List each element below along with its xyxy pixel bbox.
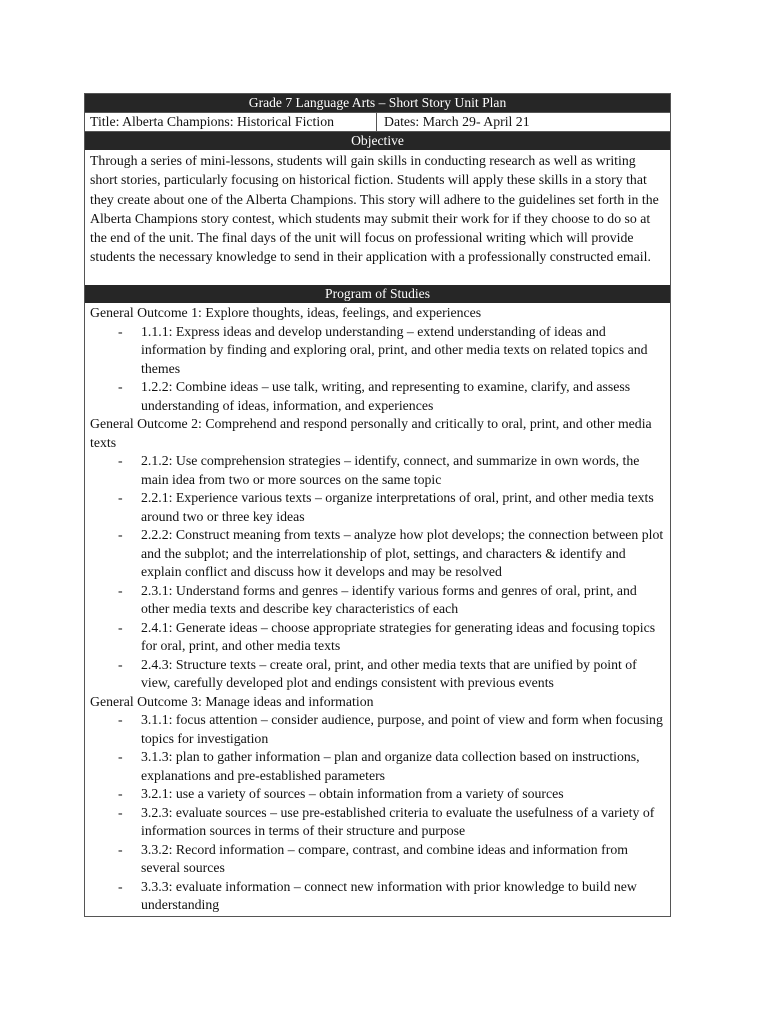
item-text: 3.1.1: focus attention – consider audience, purpose, and point of view and form when focusing topics for investigation xyxy=(141,712,663,746)
plan-heading: Grade 7 Language Arts – Short Story Unit Plan xyxy=(85,94,670,112)
item-text: 1.1.1: Express ideas and develop understanding – extend understanding of ideas and information by finding and exploring oral, print, and other media texts on related topics and themes xyxy=(141,323,648,376)
dash-marker: - xyxy=(118,379,123,394)
dash-marker: - xyxy=(118,323,123,339)
outcome-list xyxy=(90,711,664,915)
program-heading: Program of Studies xyxy=(85,285,670,303)
dash-marker: - xyxy=(118,656,123,672)
list-item xyxy=(90,619,664,656)
dash-marker: - xyxy=(118,619,123,635)
outcome-title: General Outcome 2: Comprehend and respond personally and critically to oral, print, and other media texts xyxy=(90,416,652,450)
dash-marker: - xyxy=(118,878,123,894)
item-text: 3.3.3: evaluate information – connect new information with prior knowledge to build new understanding xyxy=(141,878,637,912)
dash-marker: - xyxy=(118,841,123,857)
list-item xyxy=(90,804,664,841)
objective-text: Through a series of mini-lessons, students will gain skills in conducting research as well as writing short stories, particularly focusing on historical fiction. Students will apply these skills in a story that they create about one of the Alberta Champions. This story will adhere to the guidelines set forth in the Alberta Champions story contest, which students may submit their work for if they choose to do so at the end of the unit. The final days of the unit will focus on professional writing which will provide students the necessary knowledge to send in their application with a professionally constructed email. xyxy=(90,153,659,265)
list-item xyxy=(90,785,664,804)
outcome-list xyxy=(90,452,664,693)
title-dates-row xyxy=(85,112,670,132)
item-text: 2.4.1: Generate ideas – choose appropriate strategies for generating ideas and focusing topics for oral, print, and other media texts xyxy=(141,619,656,653)
list-item xyxy=(90,489,664,526)
dash-marker: - xyxy=(118,490,123,505)
plan-title: Title: Alberta Champions: Historical Fiction xyxy=(85,113,377,131)
list-item xyxy=(90,656,664,693)
item-text: 2.1.2: Use comprehension strategies – identify, connect, and summarize in own words, the main idea from two or more sources on the same topic xyxy=(141,453,640,487)
outcome-title: General Outcome 1: Explore thoughts, ideas, feelings, and experiences xyxy=(90,305,482,320)
item-text: 2.4.3: Structure texts – create oral, print, and other media texts that are unified by point of view, carefully developed plot and endings consistent with previous events xyxy=(141,656,637,690)
item-text: 2.2.2: Construct meaning from texts – analyze how plot develops; the connection between plot and the subplot; and the interrelationship of plot, settings, and characters & identify and explain conflict and discuss how it develops and may be resolved xyxy=(141,527,664,579)
item-text: 3.2.3: evaluate sources – use pre-established criteria to evaluate the usefulness of a variety of information sources in terms of their structure and purpose xyxy=(141,804,655,838)
unit-plan-table xyxy=(84,93,671,917)
program-of-studies xyxy=(85,303,670,916)
dash-marker: - xyxy=(118,804,123,820)
list-item xyxy=(90,878,664,915)
outcome-list xyxy=(90,323,664,416)
item-text: 1.2.2: Combine ideas – use talk, writing, and representing to examine, clarify, and assess understanding of ideas, information, and experiences xyxy=(141,379,631,413)
dash-marker: - xyxy=(118,786,123,801)
dash-marker: - xyxy=(118,453,123,468)
list-item xyxy=(90,711,664,748)
item-text: 3.3.2: Record information – compare, contrast, and combine ideas and information from several sources xyxy=(141,841,628,875)
objective-section xyxy=(85,150,670,285)
list-item xyxy=(90,378,664,415)
item-text: 3.2.1: use a variety of sources – obtain information from a variety of sources xyxy=(141,786,564,801)
dash-marker: - xyxy=(118,749,123,764)
list-item xyxy=(90,323,664,379)
list-item xyxy=(90,582,664,619)
list-item xyxy=(90,841,664,878)
list-item xyxy=(90,452,664,489)
item-text: 2.3.1: Understand forms and genres – identify various forms and genres of oral, print, and other media texts and describe key characteristics of each xyxy=(141,582,637,616)
item-text: 3.1.3: plan to gather information – plan and organize data collection based on instructions, explanations and pre-established parameters xyxy=(141,749,640,783)
plan-dates: Dates: March 29- April 21 xyxy=(384,114,530,129)
dash-marker: - xyxy=(118,712,123,727)
list-item xyxy=(90,526,664,582)
item-text: 2.2.1: Experience various texts – organize interpretations of oral, print, and other media texts around two or three key ideas xyxy=(141,490,654,524)
dash-marker: - xyxy=(118,527,123,542)
outcome-title: General Outcome 3: Manage ideas and information xyxy=(90,693,374,709)
objective-heading: Objective xyxy=(85,132,670,150)
list-item xyxy=(90,748,664,785)
dash-marker: - xyxy=(118,582,123,598)
